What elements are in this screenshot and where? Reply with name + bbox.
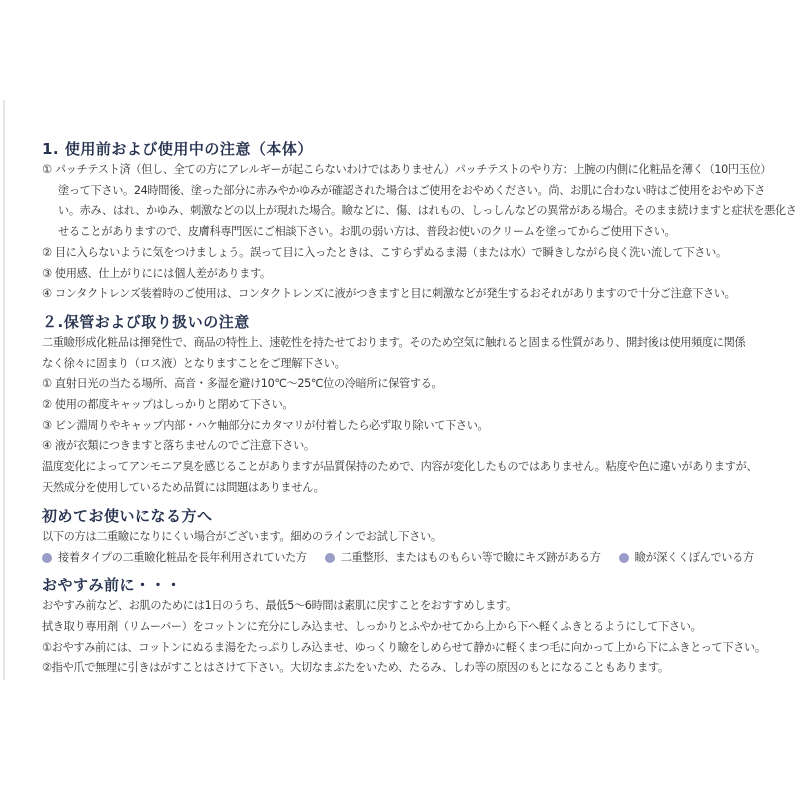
s4-line-2: 拭き取り専用剤（リムーバー）をコットンに充分にしみ込ませ、しっかりとふやかせてから上から下へ軽くふきとるようにして下さい。 <box>42 619 702 633</box>
s2-line-6: ④ 液が衣類につきますと落ちませんのでご注意下さい。 <box>42 439 315 453</box>
bullet-text: 二重整形、またはものもらい等で瞼にキズ跡がある方 <box>340 551 601 565</box>
s2-line-4: ② 使用の都度キャップはしっかりと閉めて下さい。 <box>42 398 294 412</box>
s2-line-7: 温度変化によってアンモニア臭を感じることがありますが品質保持のためで、内容が変化したものではありません。粘度や色に違いがありますが、 <box>42 460 758 474</box>
s1-line-5: ② 目に入らないように気をつけましょう。誤って目に入ったときは、こすらずぬるま湯（または水）で瞬きしながら良く洗い流して下さい。 <box>42 245 727 259</box>
s1-line-2: 塗って下さい。24時間後、塗った部分に赤みやかゆみが確認された場合はご使用をおやめください。尚、お肌に合わない時はご使用をおやめ下さ <box>58 183 766 197</box>
bullet-item <box>325 547 601 568</box>
s1-line-1: ① パッチテスト済（但し、全ての方にアレルギーが起こらないわけではありません）パッチテストのやり方：上腕の内側に化粧品を薄く（10円玉位） <box>42 163 772 176</box>
s4-line-1: おやすみ前など、お肌のためには1日のうち、最低5〜6時間は素肌に戻すことをおすすめします。 <box>42 599 517 613</box>
bullet-item <box>42 547 307 568</box>
s4-line-3: ①おやすみ前には、コットンにぬるま湯をたっぷりしみ込ませ、ゆっくり瞼をしめらせて静かに軽くまつ毛に向かって上から下にふきとって下さい。 <box>42 640 766 654</box>
s2-line-1: 二重瞼形成化粧品は揮発性で、商品の特性上、速乾性を持たせております。そのため空気に触れると固まる性質があり、開封後は使用頻度に関係 <box>42 335 746 349</box>
s2-line-8: 天然成分を使用しているため品質には問題はありません。 <box>42 480 325 494</box>
s1-line-7: ④ コンタクトレンズ装着時のご使用は、コンタクトレンズに液がつきますと目に刺激などが発生するおそれがありますので十分ご注意下さい。 <box>42 287 736 301</box>
s2-line-2: なく徐々に固まり（ロス液）となりますことをご理解下さい。 <box>42 356 346 370</box>
section-1-title: 1. 使用前および使用中の注意（本体） <box>42 140 313 158</box>
bullet-text: 瞼が深くくぼんでいる方 <box>634 551 754 565</box>
s4-line-4: ②指や爪で無理に引きはがすことはさけて下さい。大切なまぶたをいため、たるみ、しわ等の原因のもとになることもあります。 <box>42 661 669 675</box>
bullet-dot-icon <box>619 553 629 563</box>
bullet-dot-icon <box>42 553 52 563</box>
instruction-document <box>42 138 797 679</box>
s1-line-4: せることがありますので、皮膚科専門医にご相談下さい。お肌の弱い方は、普段お使いのクリームを塗ってからご使用下さい。 <box>58 225 676 239</box>
section-2-title: ２.保管および取り扱いの注意 <box>42 312 250 331</box>
s2-line-5: ③ ビン淵周りやキャップ内部・ハケ軸部分にカタマリが付着したら必ず取り除いて下さい。 <box>42 418 489 432</box>
section-3-title: 初めてお使いになる方へ <box>42 506 213 525</box>
bullet-item <box>619 547 754 568</box>
s3-bullet-list <box>42 547 782 568</box>
bullet-dot-icon <box>325 553 335 563</box>
s1-line-3: い。赤み、はれ、かゆみ、刺激などの以上が現れた場合。瞼などに、傷、はれもの、しっしんなどの異常がある場合。そのまま続けますと症状を悪化さ <box>58 204 797 218</box>
left-border-line <box>3 100 5 680</box>
s1-line-6: ③ 使用感、仕上がりにには個人差があります。 <box>42 266 271 280</box>
s2-line-3: ① 直射日光の当たる場所、高音・多湿を避け10℃〜25℃位の冷暗所に保管する。 <box>42 377 443 391</box>
bullet-text: 接着タイプの二重瞼化粧品を長年利用されていた方 <box>58 551 307 565</box>
section-4-title: おやすみ前に・・・ <box>42 576 182 595</box>
s3-intro: 以下の方は二重瞼になりにくい場合がございます。細めのラインでお試し下さい。 <box>42 529 442 543</box>
